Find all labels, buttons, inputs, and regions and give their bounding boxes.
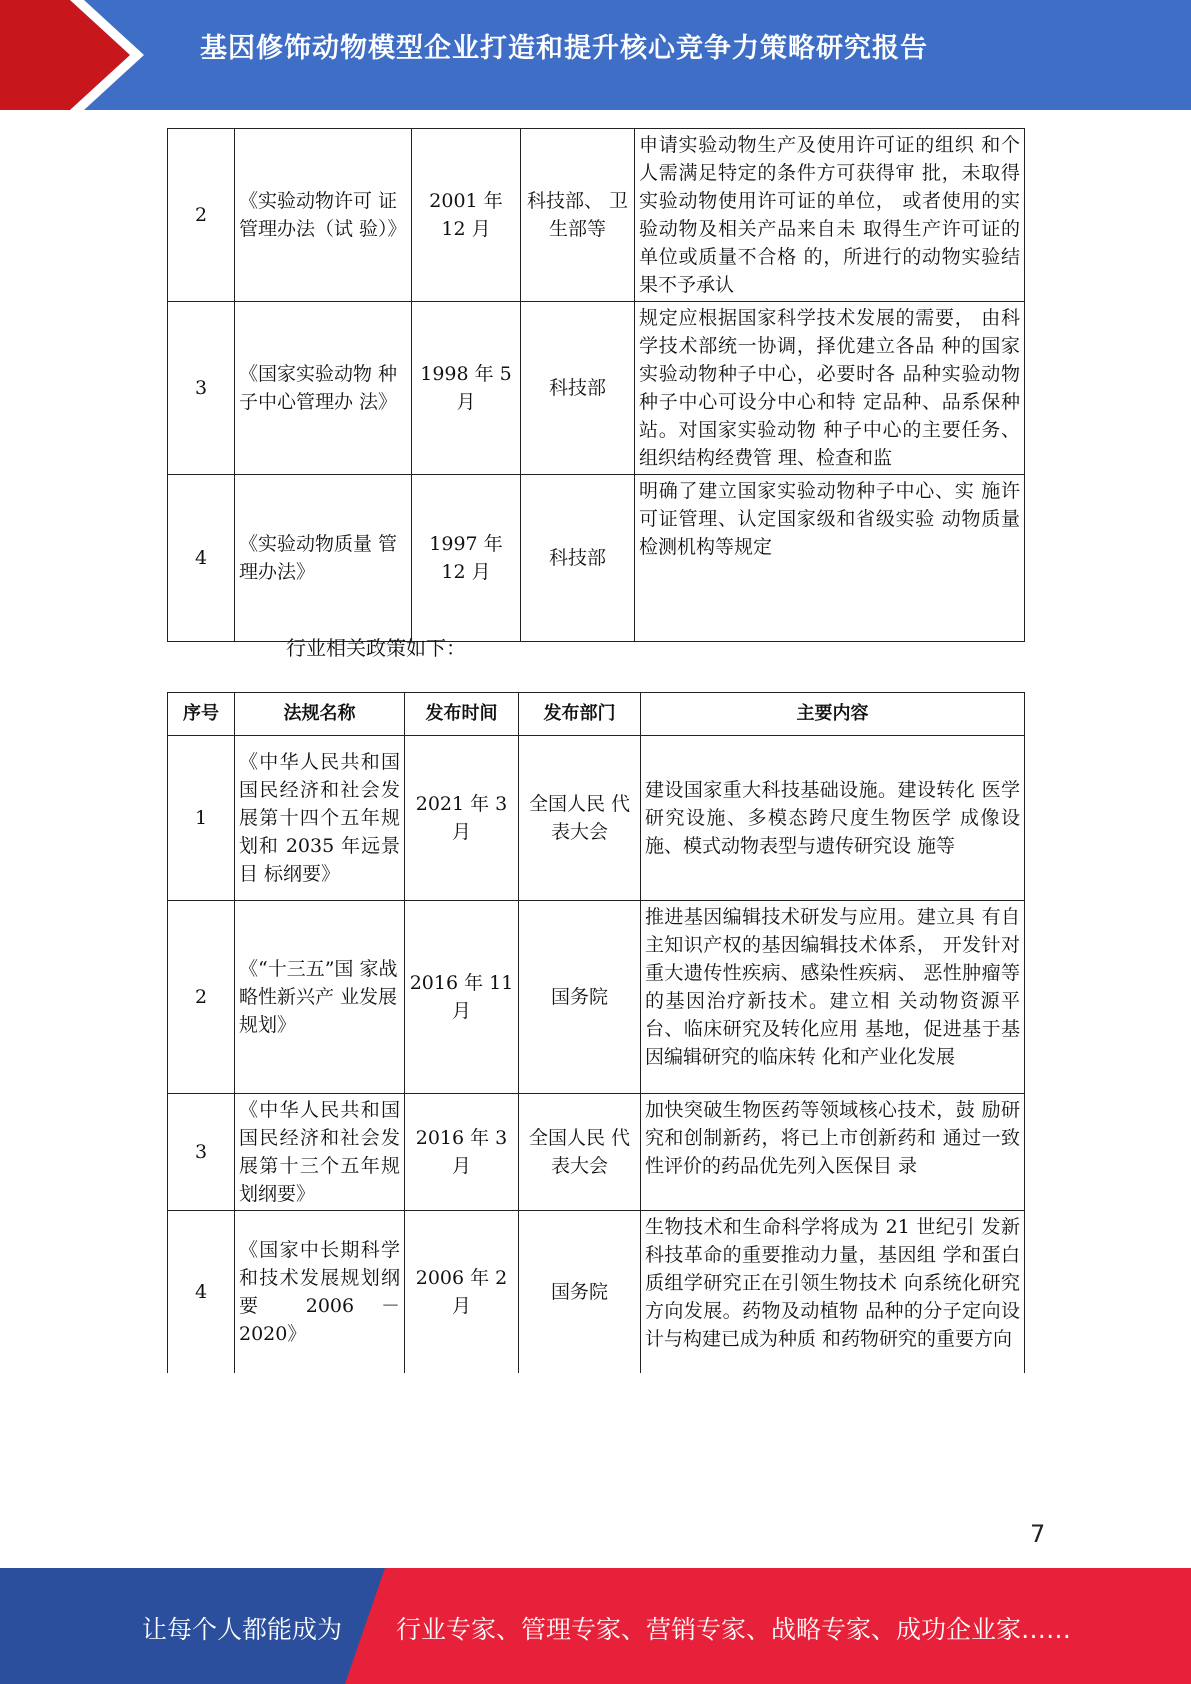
main-content: 明确了建立国家实验动物种子中心、实 施许可证管理、认定国家级和省级实验 动物质量检测机构等规定 bbox=[635, 475, 1025, 642]
header-name: 法规名称 bbox=[235, 693, 405, 736]
regulation-name: 《实验动物许可 证管理办法（试 验）》 bbox=[235, 129, 412, 302]
publish-department: 科技部 bbox=[521, 302, 635, 475]
page-header bbox=[0, 0, 1191, 110]
intro-text: 行业相关政策如下： bbox=[286, 636, 466, 660]
row-number: 1 bbox=[168, 736, 235, 901]
main-content: 生物技术和生命科学将成为 21 世纪引 发新科技革命的重要推动力量，基因组 学和蛋白质组学研究正在引领生物技术 向系统化研究方向发展。药物及动植物 品种的分子定向设计与构建已成为种质 和药物研究的重要方向 bbox=[641, 1211, 1025, 1373]
publish-date: 1997 年 12 月 bbox=[412, 475, 521, 642]
industry-policy-table bbox=[167, 692, 1025, 1373]
regulations-table-continued bbox=[167, 128, 1025, 642]
report-title: 基因修饰动物模型企业打造和提升核心竞争力策略研究报告 bbox=[200, 33, 928, 64]
publish-date: 1998 年 5 月 bbox=[412, 302, 521, 475]
main-content: 推进基因编辑技术研发与应用。建立具 有自主知识产权的基因编辑技术体系， 开发针对重大遗传性疾病、感染性疾病、 恶性肿瘤等的基因治疗新技术。建立相 关动物资源平台、临床研究及转化应用 基地，促进基于基因编辑研究的临床转 化和产业化发展 bbox=[641, 901, 1025, 1094]
main-content: 加快突破生物医药等领域核心技术，鼓 励研究和创制新药，将已上市创新药和 通过一致性评价的药品优先列入医保目 录 bbox=[641, 1094, 1025, 1211]
regulation-name: 《实验动物质量 管理办法》 bbox=[235, 475, 412, 642]
publish-date: 2001 年 12 月 bbox=[412, 129, 521, 302]
page-number: 7 bbox=[1030, 1520, 1046, 1548]
publish-department: 国务院 bbox=[519, 1211, 641, 1373]
publish-department: 科技部 bbox=[521, 475, 635, 642]
table-row bbox=[168, 1094, 1025, 1211]
table-row bbox=[168, 736, 1025, 901]
page-footer bbox=[0, 1568, 1191, 1684]
table-row bbox=[168, 129, 1025, 302]
footer-slogan-right: 行业专家、管理专家、营销专家、战略专家、成功企业家…… bbox=[396, 1615, 1072, 1644]
publish-date: 2006 年 2 月 bbox=[405, 1211, 519, 1373]
row-number: 3 bbox=[168, 1094, 235, 1211]
publish-department: 科技部、 卫生部等 bbox=[521, 129, 635, 302]
table-row bbox=[168, 901, 1025, 1094]
publish-department: 全国人民 代表大会 bbox=[519, 1094, 641, 1211]
row-number: 2 bbox=[168, 901, 235, 1094]
publish-department: 国务院 bbox=[519, 901, 641, 1094]
header-dept: 发布部门 bbox=[519, 693, 641, 736]
table-row bbox=[168, 302, 1025, 475]
main-content: 建设国家重大科技基础设施。建设转化 医学研究设施、多模态跨尺度生物医学 成像设施、模式动物表型与遗传研究设 施等 bbox=[641, 736, 1025, 901]
main-content: 申请实验动物生产及使用许可证的组织 和个人需满足特定的条件方可获得审 批，未取得实验动物使用许可证的单位， 或者使用的实验动物及相关产品来自未 取得生产许可证的单位或质量不合格 的，所进行的动物实验结果不予承认 bbox=[635, 129, 1025, 302]
publish-department: 全国人民 代表大会 bbox=[519, 736, 641, 901]
main-content: 规定应根据国家科学技术发展的需要， 由科学技术部统一协调，择优建立各品 种的国家实验动物种子中心，必要时各 品种实验动物种子中心可设分中心和特 定品种、品系保种站。对国家实验动物 种子中心的主要任务、组织结构经费管 理、检查和监 bbox=[635, 302, 1025, 475]
row-number: 3 bbox=[168, 302, 235, 475]
regulation-name: 《国家实验动物 种子中心管理办 法》 bbox=[235, 302, 412, 475]
publish-date: 2016 年 3 月 bbox=[405, 1094, 519, 1211]
footer-slogan-left: 让每个人都能成为 bbox=[142, 1615, 343, 1644]
regulation-name: 《国家中长期科学和技术发展规划纲要 2006 － 2020》 bbox=[235, 1211, 405, 1373]
table-row bbox=[168, 475, 1025, 642]
row-number: 4 bbox=[168, 1211, 235, 1373]
regulation-name: 《中华人民共和国国民经济和社会发展第十三个五年规划纲要》 bbox=[235, 1094, 405, 1211]
regulation-name: 《中华人民共和国国民经济和社会发展第十四个五年规划和 2035 年远景目 标纲要》 bbox=[235, 736, 405, 901]
row-number: 4 bbox=[168, 475, 235, 642]
table-header-row bbox=[168, 693, 1025, 736]
header-no: 序号 bbox=[168, 693, 235, 736]
table-row bbox=[168, 1211, 1025, 1373]
header-date: 发布时间 bbox=[405, 693, 519, 736]
publish-date: 2021 年 3 月 bbox=[405, 736, 519, 901]
header-arrow-icon bbox=[0, 0, 160, 110]
row-number: 2 bbox=[168, 129, 235, 302]
header-content: 主要内容 bbox=[641, 693, 1025, 736]
regulation-name: 《“十三五”国 家战略性新兴产 业发展规划》 bbox=[235, 901, 405, 1094]
publish-date: 2016 年 11 月 bbox=[405, 901, 519, 1094]
